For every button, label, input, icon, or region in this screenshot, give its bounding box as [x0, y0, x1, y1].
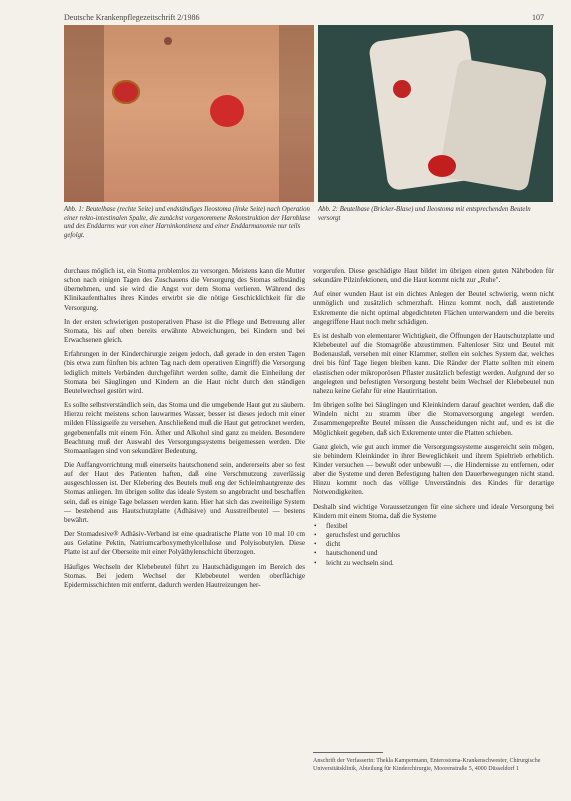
stoma-mark [112, 80, 140, 104]
paragraph: Die Auffangvorrichtung muß einerseits hautschonend sein, andererseits aber so fest auf der Haut des Patienten haften, daß eine Verschmutzung zuverlässig ausgeschlossen ist. Der Klebering des Beutels muß eng der Schleimhautgrenze des Stomas anliegen. Im übrigen sollte das ideale System so angebracht und beschaffen sein, daß es einige Tage belassen werden kann. Hier hat sich das zweiteilige System — bestehend aus Hautschutzplatte (Adhäsive) und Ausstreifbeutel — bestens bewährt. [64, 460, 305, 524]
text-column-left [64, 267, 305, 595]
stoma-mark [393, 80, 411, 98]
figure-1-caption: Abb. 1: Beutelbase (rechte Seite) und endständiges Ileostoma (linke Seite) nach Operation einer rekto-intestinalen Spalte, die zunächst vorgenommene Rekonstruktion der Harnblase und des Enddarms war von einer Harninkontinenz und einer Enddarmanomie nur teils gefolgt. [64, 206, 311, 239]
paragraph: Im übrigen sollte bei Säuglingen und Kleinkindern darauf geachtet werden, daß die Windeln nicht zu stramm über die Stomaversorgung angelegt werden. Zusammengepreßte Beutel müssen die Ausscheidungen nicht auf, und es ist die Möglichkeit gegeben, daß sich Exkremente unter die Platten schieben. [313, 401, 554, 437]
paragraph: Auf einer wunden Haut ist ein dichtes Anlegen der Beutel schwierig, wenn nicht unmöglich und zusätzlich schmerzhaft. Hinzu kommt noch, daß austretende Exkremente die nicht optimal abgedichteten Flächen unterwandern und die bereits angegriffene Haut noch mehr schädigen. [313, 290, 554, 326]
photo-pouch [438, 58, 547, 192]
paragraph: In der ersten schwierigen postoperativen Phase ist die Pflege und Betreuung aller Stomata, bis auf oben bereits erwähnte Abweichungen, bei Kindern und bei Erwachsenen gleich. [64, 317, 305, 345]
stoma-mark [428, 155, 456, 177]
requirements-list [313, 522, 554, 568]
paragraph: Erfahrungen in der Kinderchirurgie zeigen jedoch, daß gerade in den ersten Tagen (bis etwa zum fünften bis achten Tag nach dem operativen Eingriff) die Versorgung lediglich mittels Verbänden durchgeführt werden sollte, damit die Einheilung der Stomata bei Säuglingen und Kindern an die Haut nicht durch den ständigen Beutelwechsel gestört wird. [64, 350, 305, 395]
paragraph: Häufiges Wechseln der Klebebeutel führt zu Hautschädigungen im Bereich des Stomas. Bei jedem Wechsel der Klebebeutel werden oberflächige Epidermisschichten mit entfernt, dadurch werden Hautreizungen her- [64, 562, 305, 589]
text-column-right [313, 267, 554, 568]
paragraph: durchaus möglich ist, ein Stoma problemlos zu versorgen. Meistens kann die Mutter schon nach einigen Tagen des Zuschauens die Versorgung des Stomas selbständig übernehmen, und sie wird die Angst vor dem Stoma verlieren. Während des Klinikaufenthaltes ihres Kindes erwirbt sie die nötige Geschicklichkeit für die Versorgung. [64, 267, 305, 312]
paragraph: Es ist deshalb von elementarer Wichtigkeit, die Öffnungen der Hautschutzplatte und Klebebeutel auf die Stomagröße abzustimmen. Faltenloser Sitz und Beutel mit Bodenauslaß, versehen mit einer Klammer, stellen ein solches System dar, welches drei bis fünf Tage liegen bleiben kann. Die Ränder der Platte sollten mit einem elastischen oder mikroporösen Pflaster zusätzlich befestigt werden. Aufgrund der so angelegten und befestigten Versorgung besteht beim Wechsel der Klebebeutel nun nahezu keine Gefahr für eine Hautirritation. [313, 331, 554, 395]
photo-skin-shading [279, 25, 314, 202]
list-item: • flexibel [313, 522, 554, 531]
author-address: Anschrift der Verfasserin: Thekla Kampermann, Enterostoma-Krankenschwester, Chirurgische Universitätsklinik, Abteilung für Kinderchirurgie, Moorenstraße 5, 4000 Düsseldorf 1 [313, 758, 541, 772]
figure-1-photo [64, 25, 314, 202]
stoma-mark [210, 95, 244, 127]
list-item: • hautschonend und [313, 549, 554, 558]
list-item: • geruchsfest und geruchlos [313, 531, 554, 540]
photo-skin-shading [64, 25, 104, 202]
paragraph: vorgerufen. Diese geschädigte Haut bildet im übrigen einen guten Nährboden für sekundäre Pilzinfektionen, und die Haut kommt nicht zur „Ruhe". [313, 267, 554, 285]
scar-mark [164, 37, 172, 45]
list-item: • dicht [313, 540, 554, 549]
paragraph: Ganz gleich, wie gut auch immer die Versorgungssysteme ausgereicht sein mögen, sie behindern Kleinkinder in ihrer Beweglichkeit und ihrem Spieltrieb erheblich. Kinder versuchen — bewußt oder unbewußt —, die Hindernisse zu entfernen, oder aber die Systeme und deren Befestigung halten den Dauerbewegungen nicht stand. Hinzu kommt noch das völlige Unverständnis des Kindes für derartige Notwendigkeiten. [313, 442, 554, 497]
figure-2-photo [318, 25, 553, 202]
list-item: • leicht zu wechseln sind. [313, 559, 554, 568]
paragraph: Deshalb sind wichtige Voraussetzungen für eine sichere und ideale Versorgung bei Kindern mit einem Stoma, daß die Systeme [313, 502, 554, 520]
paragraph: Der Stomadesive® Adhäsiv-Verband ist eine quadratische Platte von 10 mal 10 cm aus Gelatine Pektin, Natriumcarboxymethylcellulose und Polyisobutylen. Diese Platte ist auf der Oberseite mit einer Polyäthylenschicht überzogen. [64, 530, 305, 557]
page-number: 107 [532, 13, 544, 22]
journal-title: Deutsche Krankenpflegezeitschrift 2/1986 [64, 13, 200, 22]
figure-2-caption: Abb. 2: Beutelbase (Bricker-Blase) und Ileostoma mit entsprechenden Beuteln versorgt [318, 206, 531, 222]
paragraph: Es sollte selbstverständlich sein, das Stoma und die umgebende Haut gut zu säubern. Hierzu reicht meistens schon lauwarmes Wasser, besser ist dieses jedoch mit einer milden Flüssigseife zu versehen. Anschließend muß die Haut gut getrocknet werden, gegebenenfalls mit einem Fön. Äther und Alkohol sind ganz zu meiden. Besondere Beachtung muß der Auswahl des Versorgungssystems beigemessen werden. Die Stomaanlagen sind von sekundärer Bedeutung. [64, 401, 305, 455]
footnote-rule [313, 752, 383, 753]
